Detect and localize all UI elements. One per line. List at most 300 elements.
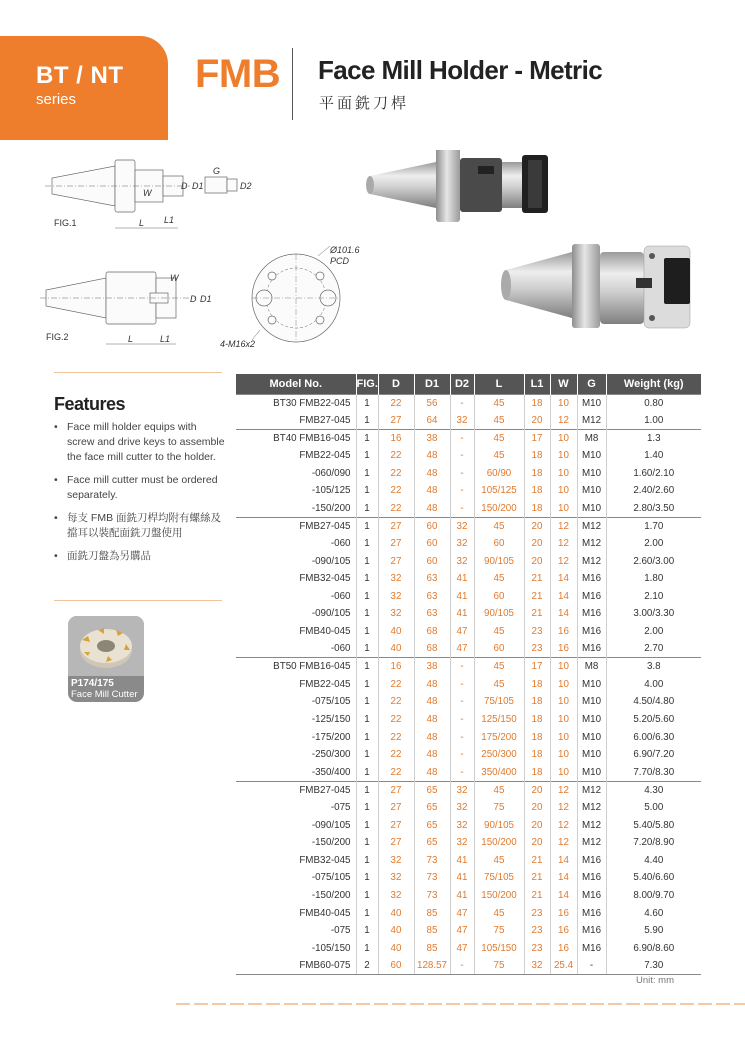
fig1-label: FIG.1 <box>54 218 77 228</box>
cell-d2: - <box>450 429 474 447</box>
cell-w: 14 <box>550 851 577 869</box>
cell-w: 10 <box>550 447 577 465</box>
table-row <box>236 711 701 729</box>
cell-w: 10 <box>550 429 577 447</box>
table-row <box>236 957 701 975</box>
cell-l: 75 <box>474 922 524 940</box>
table-row <box>236 482 701 500</box>
cell-g: M10 <box>577 500 606 518</box>
cell-d1: 60 <box>414 535 450 553</box>
cell-fig: 1 <box>356 552 378 570</box>
cell-d1: 68 <box>414 623 450 641</box>
table-row <box>236 429 701 447</box>
table-row <box>236 887 701 905</box>
cell-d1: 65 <box>414 781 450 799</box>
cell-g: M12 <box>577 552 606 570</box>
table-row <box>236 781 701 799</box>
cell-w: 14 <box>550 869 577 887</box>
cell-d: 22 <box>378 763 414 781</box>
cell-weight: 3.00/3.30 <box>633 608 675 620</box>
cell-weight: 4.60 <box>644 907 664 919</box>
cell-d: 22 <box>378 676 414 694</box>
cell-l1: 23 <box>524 623 550 641</box>
feature-item: • 面銑刀盤為另購品 <box>54 549 226 564</box>
fig2-dim-l: L <box>128 334 134 344</box>
cell-weight: 6.90/8.60 <box>633 942 675 954</box>
cell-l: 60 <box>474 640 524 658</box>
cell-weight: 2.00 <box>644 626 664 638</box>
features-list <box>54 420 226 572</box>
cell-g: M10 <box>577 482 606 500</box>
cell-model: -075 <box>236 799 356 817</box>
cell-d2: - <box>450 658 474 676</box>
cell-fig: 1 <box>356 412 378 430</box>
cell-model: -105/125 <box>236 482 356 500</box>
fig2-dim-w: W <box>170 273 179 283</box>
cell-w: 14 <box>550 605 577 623</box>
cell-w: 12 <box>550 517 577 535</box>
column-header: D <box>378 374 414 394</box>
cell-model: -060 <box>236 640 356 658</box>
cell-fig: 1 <box>356 781 378 799</box>
column-header: L1 <box>524 374 550 394</box>
cell-l: 45 <box>474 658 524 676</box>
cell-fig: 1 <box>356 605 378 623</box>
column-header: D2 <box>450 374 474 394</box>
cell-w: 10 <box>550 763 577 781</box>
fig1-dim-w: W <box>143 188 152 198</box>
cell-model: -105/150 <box>236 939 356 957</box>
cell-w: 12 <box>550 412 577 430</box>
cell-l1: 18 <box>524 447 550 465</box>
cell-w: 10 <box>550 693 577 711</box>
cell-weight: 1.60/2.10 <box>633 467 675 479</box>
cell-weight: 8.00/9.70 <box>633 889 675 901</box>
cell-d2: 47 <box>450 623 474 641</box>
cell-l: 75/105 <box>474 869 524 887</box>
table-row <box>236 676 701 694</box>
cell-d2: 32 <box>450 517 474 535</box>
cell-fig: 1 <box>356 623 378 641</box>
table-row <box>236 640 701 658</box>
cell-d: 27 <box>378 834 414 852</box>
table-row <box>236 412 701 430</box>
cell-g: M10 <box>577 676 606 694</box>
cell-w: 12 <box>550 799 577 817</box>
cell-d2: 41 <box>450 869 474 887</box>
cell-l: 45 <box>474 676 524 694</box>
cell-l1: 20 <box>524 552 550 570</box>
cell-fig: 1 <box>356 570 378 588</box>
cell-g: M10 <box>577 394 606 412</box>
cell-l: 105/150 <box>474 939 524 957</box>
cell-l: 125/150 <box>474 711 524 729</box>
cell-d: 32 <box>378 851 414 869</box>
fig1-dim-d1: D1 <box>192 181 204 191</box>
cell-d2: - <box>450 447 474 465</box>
cell-d: 22 <box>378 447 414 465</box>
cell-d: 27 <box>378 412 414 430</box>
cell-d2: 41 <box>450 588 474 606</box>
cell-g: M16 <box>577 922 606 940</box>
cell-d: 22 <box>378 464 414 482</box>
cell-w: 10 <box>550 711 577 729</box>
cell-w: 10 <box>550 746 577 764</box>
cell-l1: 21 <box>524 605 550 623</box>
cell-l: 75/105 <box>474 693 524 711</box>
cell-d1: 60 <box>414 517 450 535</box>
cell-fig: 1 <box>356 535 378 553</box>
cell-fig: 1 <box>356 799 378 817</box>
cell-g: M10 <box>577 464 606 482</box>
cell-fig: 1 <box>356 922 378 940</box>
cell-weight: 0.80 <box>606 394 701 412</box>
cell-fig: 1 <box>356 394 378 412</box>
cell-w: 14 <box>550 570 577 588</box>
cell-d: 22 <box>378 482 414 500</box>
cell-w: 12 <box>550 535 577 553</box>
table-row <box>236 939 701 957</box>
cell-d: 32 <box>378 570 414 588</box>
cell-g: M12 <box>577 535 606 553</box>
cell-g: M16 <box>577 869 606 887</box>
cell-d2: 41 <box>450 570 474 588</box>
cell-fig: 1 <box>356 728 378 746</box>
cell-l1: 18 <box>524 693 550 711</box>
cell-w: 10 <box>550 500 577 518</box>
cell-d: 27 <box>378 517 414 535</box>
cell-d: 16 <box>378 658 414 676</box>
fig1-dim-d: D <box>181 181 188 191</box>
table-row <box>236 552 701 570</box>
cell-l: 45 <box>474 781 524 799</box>
cell-w: 12 <box>550 781 577 799</box>
cell-l: 45 <box>474 623 524 641</box>
cell-g: M10 <box>577 447 606 465</box>
cell-model: -060 <box>236 588 356 606</box>
cell-d1: 63 <box>414 605 450 623</box>
cell-g: M10 <box>577 763 606 781</box>
cell-g: M16 <box>577 904 606 922</box>
cell-l1: 18 <box>524 711 550 729</box>
cell-l: 90/105 <box>474 605 524 623</box>
cell-model: -350/400 <box>236 763 356 781</box>
cell-l1: 23 <box>524 939 550 957</box>
cell-w: 16 <box>550 904 577 922</box>
cell-l: 60 <box>474 588 524 606</box>
cell-l1: 23 <box>524 640 550 658</box>
cell-fig: 1 <box>356 500 378 518</box>
face-mill-cutter-image <box>68 616 144 676</box>
cell-model: FMB40-045 <box>236 904 356 922</box>
cell-fig: 1 <box>356 429 378 447</box>
table-row <box>236 394 701 412</box>
cell-weight: 4.00 <box>644 678 664 690</box>
cell-fig: 1 <box>356 851 378 869</box>
table-header-row <box>236 374 701 394</box>
cell-model: FMB60-075 <box>236 957 356 975</box>
cell-d: 40 <box>378 939 414 957</box>
cell-weight: 4.40 <box>644 854 664 866</box>
cell-l1: 18 <box>524 746 550 764</box>
cell-d1: 38 <box>414 658 450 676</box>
cell-d2: - <box>450 464 474 482</box>
cell-fig: 1 <box>356 887 378 905</box>
cell-fig: 1 <box>356 676 378 694</box>
cell-l: 45 <box>474 394 524 412</box>
cell-d2: 47 <box>450 640 474 658</box>
cell-w: 10 <box>550 728 577 746</box>
cell-weight: 2.00 <box>644 538 664 550</box>
cell-l1: 21 <box>524 887 550 905</box>
cell-g: M16 <box>577 623 606 641</box>
cell-g: - <box>577 957 606 975</box>
cell-l: 45 <box>474 851 524 869</box>
cell-g: M12 <box>577 799 606 817</box>
cell-l1: 18 <box>524 482 550 500</box>
cell-d1: 38 <box>414 429 450 447</box>
cell-d2: - <box>450 711 474 729</box>
cell-fig: 1 <box>356 482 378 500</box>
cell-l1: 23 <box>524 922 550 940</box>
cell-model: -090/105 <box>236 816 356 834</box>
cell-l: 60 <box>474 535 524 553</box>
cell-d2: 41 <box>450 887 474 905</box>
fig1-dim-d2: D2 <box>240 181 252 191</box>
cell-d1: 63 <box>414 588 450 606</box>
cell-d2: - <box>450 676 474 694</box>
cell-l1: 18 <box>524 728 550 746</box>
series-name: BT / NT <box>36 62 124 89</box>
cell-fig: 1 <box>356 447 378 465</box>
cell-model: FMB27-045 <box>236 781 356 799</box>
cell-d2: 47 <box>450 939 474 957</box>
fig1-dim-l1: L1 <box>164 215 175 225</box>
holder-photo-2 <box>501 244 690 328</box>
cell-l1: 32 <box>524 957 550 975</box>
cell-d: 16 <box>378 429 414 447</box>
series-label: series <box>36 91 77 108</box>
cell-model: -150/200 <box>236 834 356 852</box>
cell-weight: 5.90 <box>644 925 664 937</box>
cell-g: M10 <box>577 693 606 711</box>
cell-d1: 68 <box>414 640 450 658</box>
cell-d1: 64 <box>414 412 450 430</box>
cell-weight: 6.00/6.30 <box>633 731 675 743</box>
face-mill-cutter-card[interactable] <box>68 616 144 702</box>
table-row <box>236 500 701 518</box>
cell-model: -250/300 <box>236 746 356 764</box>
cell-weight: 7.20/8.90 <box>633 837 675 849</box>
cell-d: 32 <box>378 887 414 905</box>
cell-fig: 1 <box>356 711 378 729</box>
cell-model: FMB32-045 <box>236 851 356 869</box>
cell-model: BT30 FMB22-045 <box>236 394 356 412</box>
cell-l: 105/125 <box>474 482 524 500</box>
cell-fig: 2 <box>356 957 378 975</box>
cell-g: M16 <box>577 588 606 606</box>
cell-d: 27 <box>378 781 414 799</box>
cell-d2: 41 <box>450 851 474 869</box>
cell-w: 16 <box>550 922 577 940</box>
table-row <box>236 570 701 588</box>
cell-model: -125/150 <box>236 711 356 729</box>
cell-weight: 4.30 <box>606 781 701 799</box>
cell-d: 22 <box>378 746 414 764</box>
cell-l1: 18 <box>524 500 550 518</box>
cell-d1: 65 <box>414 834 450 852</box>
cell-fig: 1 <box>356 763 378 781</box>
cell-fig: 1 <box>356 693 378 711</box>
cell-d: 60 <box>378 957 414 975</box>
cell-l: 175/200 <box>474 728 524 746</box>
feature-item: • 每支 FMB 面銑刀桿均附有螺絲及擋耳以裝配面銑刀盤使用 <box>54 511 226 541</box>
cell-weight: 1.40 <box>644 450 664 462</box>
cell-l1: 23 <box>524 904 550 922</box>
cell-w: 10 <box>550 394 577 412</box>
cell-weight: 3.8 <box>606 658 701 676</box>
cell-l: 45 <box>474 412 524 430</box>
fig2-dim-d1: D1 <box>200 294 212 304</box>
cell-fig: 1 <box>356 640 378 658</box>
cell-l1: 17 <box>524 658 550 676</box>
cell-d2: - <box>450 746 474 764</box>
cell-weight: 1.3 <box>606 429 701 447</box>
cell-fig: 1 <box>356 746 378 764</box>
bolt-thread-label: 4-M16x2 <box>220 339 256 349</box>
cell-g: M12 <box>577 834 606 852</box>
specification-table <box>236 374 701 975</box>
cell-model: FMB32-045 <box>236 570 356 588</box>
pcd-label: PCD <box>330 256 350 266</box>
cell-l1: 18 <box>524 763 550 781</box>
cell-d2: 32 <box>450 781 474 799</box>
cell-weight: 2.80/3.50 <box>633 502 675 514</box>
cell-w: 12 <box>550 816 577 834</box>
cell-l: 250/300 <box>474 746 524 764</box>
page-subtitle-chinese: 平面銑刀桿 <box>319 95 410 112</box>
series-tab <box>0 36 168 140</box>
cell-d2: 32 <box>450 799 474 817</box>
footer-rule <box>176 1003 745 1005</box>
cell-l: 75 <box>474 799 524 817</box>
cell-d1: 65 <box>414 799 450 817</box>
cell-d: 32 <box>378 869 414 887</box>
flange-face-drawing <box>252 246 340 342</box>
cell-g: M12 <box>577 517 606 535</box>
cell-d: 40 <box>378 623 414 641</box>
cell-weight: 1.80 <box>644 573 664 585</box>
table-row <box>236 922 701 940</box>
cell-model: FMB27-045 <box>236 412 356 430</box>
cell-model: BT40 FMB16-045 <box>236 429 356 447</box>
cell-w: 25.4 <box>550 957 577 975</box>
cell-d2: - <box>450 763 474 781</box>
cell-d1: 48 <box>414 500 450 518</box>
cell-d1: 48 <box>414 728 450 746</box>
cell-d1: 48 <box>414 447 450 465</box>
features-heading: Features <box>54 394 126 414</box>
divider-bottom <box>54 600 222 601</box>
cell-d1: 63 <box>414 570 450 588</box>
cell-w: 16 <box>550 640 577 658</box>
cell-l: 150/200 <box>474 887 524 905</box>
column-header: L <box>474 374 524 394</box>
cell-d2: 32 <box>450 552 474 570</box>
cell-l1: 20 <box>524 799 550 817</box>
cell-d1: 48 <box>414 482 450 500</box>
cell-d1: 48 <box>414 464 450 482</box>
column-header: D1 <box>414 374 450 394</box>
cell-l: 150/200 <box>474 500 524 518</box>
cell-g: M12 <box>577 781 606 799</box>
cell-weight: 7.70/8.30 <box>633 766 675 778</box>
cell-weight: 5.00 <box>644 801 664 813</box>
table-row <box>236 605 701 623</box>
cell-g: M16 <box>577 939 606 957</box>
column-header: Model No. <box>236 374 356 394</box>
cell-d: 22 <box>378 728 414 746</box>
cell-l: 90/105 <box>474 552 524 570</box>
column-header: W <box>550 374 577 394</box>
cell-model: -075/105 <box>236 869 356 887</box>
cell-d2: 47 <box>450 904 474 922</box>
cell-w: 12 <box>550 834 577 852</box>
cell-model: -090/105 <box>236 552 356 570</box>
cutter-page-ref: P174/175 <box>71 678 114 689</box>
cell-d: 27 <box>378 535 414 553</box>
cell-weight: 7.30 <box>606 957 701 975</box>
cell-l: 45 <box>474 447 524 465</box>
cell-weight: 1.00 <box>644 414 664 426</box>
cell-fig: 1 <box>356 658 378 676</box>
table-row <box>236 746 701 764</box>
cell-model: -150/200 <box>236 500 356 518</box>
fig2-dim-l1: L1 <box>160 334 171 344</box>
cell-fig: 1 <box>356 834 378 852</box>
cell-model: -150/200 <box>236 887 356 905</box>
feature-item: • Face mill cutter must be ordered separately. <box>54 473 226 503</box>
cell-w: 10 <box>550 676 577 694</box>
cell-w: 14 <box>550 588 577 606</box>
cell-weight: 6.90/7.20 <box>633 749 675 761</box>
fig1-dim-l: L <box>139 218 145 228</box>
cell-l1: 21 <box>524 588 550 606</box>
cell-l: 45 <box>474 429 524 447</box>
cell-weight: 1.70 <box>606 517 701 535</box>
cell-d1: 85 <box>414 904 450 922</box>
cell-model: -175/200 <box>236 728 356 746</box>
cell-g: M16 <box>577 605 606 623</box>
table-row <box>236 851 701 869</box>
cell-model: FMB40-045 <box>236 623 356 641</box>
cell-d1: 48 <box>414 746 450 764</box>
cell-d1: 48 <box>414 763 450 781</box>
feature-item: • Face mill holder equips with screw and drive keys to assemble the face mill cutter to the holder. <box>54 420 226 465</box>
cell-d2: - <box>450 394 474 412</box>
cell-d1: 60 <box>414 552 450 570</box>
divider-top <box>54 372 222 373</box>
cell-l1: 18 <box>524 676 550 694</box>
cell-fig: 1 <box>356 588 378 606</box>
table-row <box>236 816 701 834</box>
cell-l: 90/105 <box>474 816 524 834</box>
cell-d: 40 <box>378 640 414 658</box>
cell-weight: 5.40/6.60 <box>633 872 675 884</box>
cell-d2: - <box>450 957 474 975</box>
cell-d1: 73 <box>414 851 450 869</box>
cell-d2: - <box>450 482 474 500</box>
